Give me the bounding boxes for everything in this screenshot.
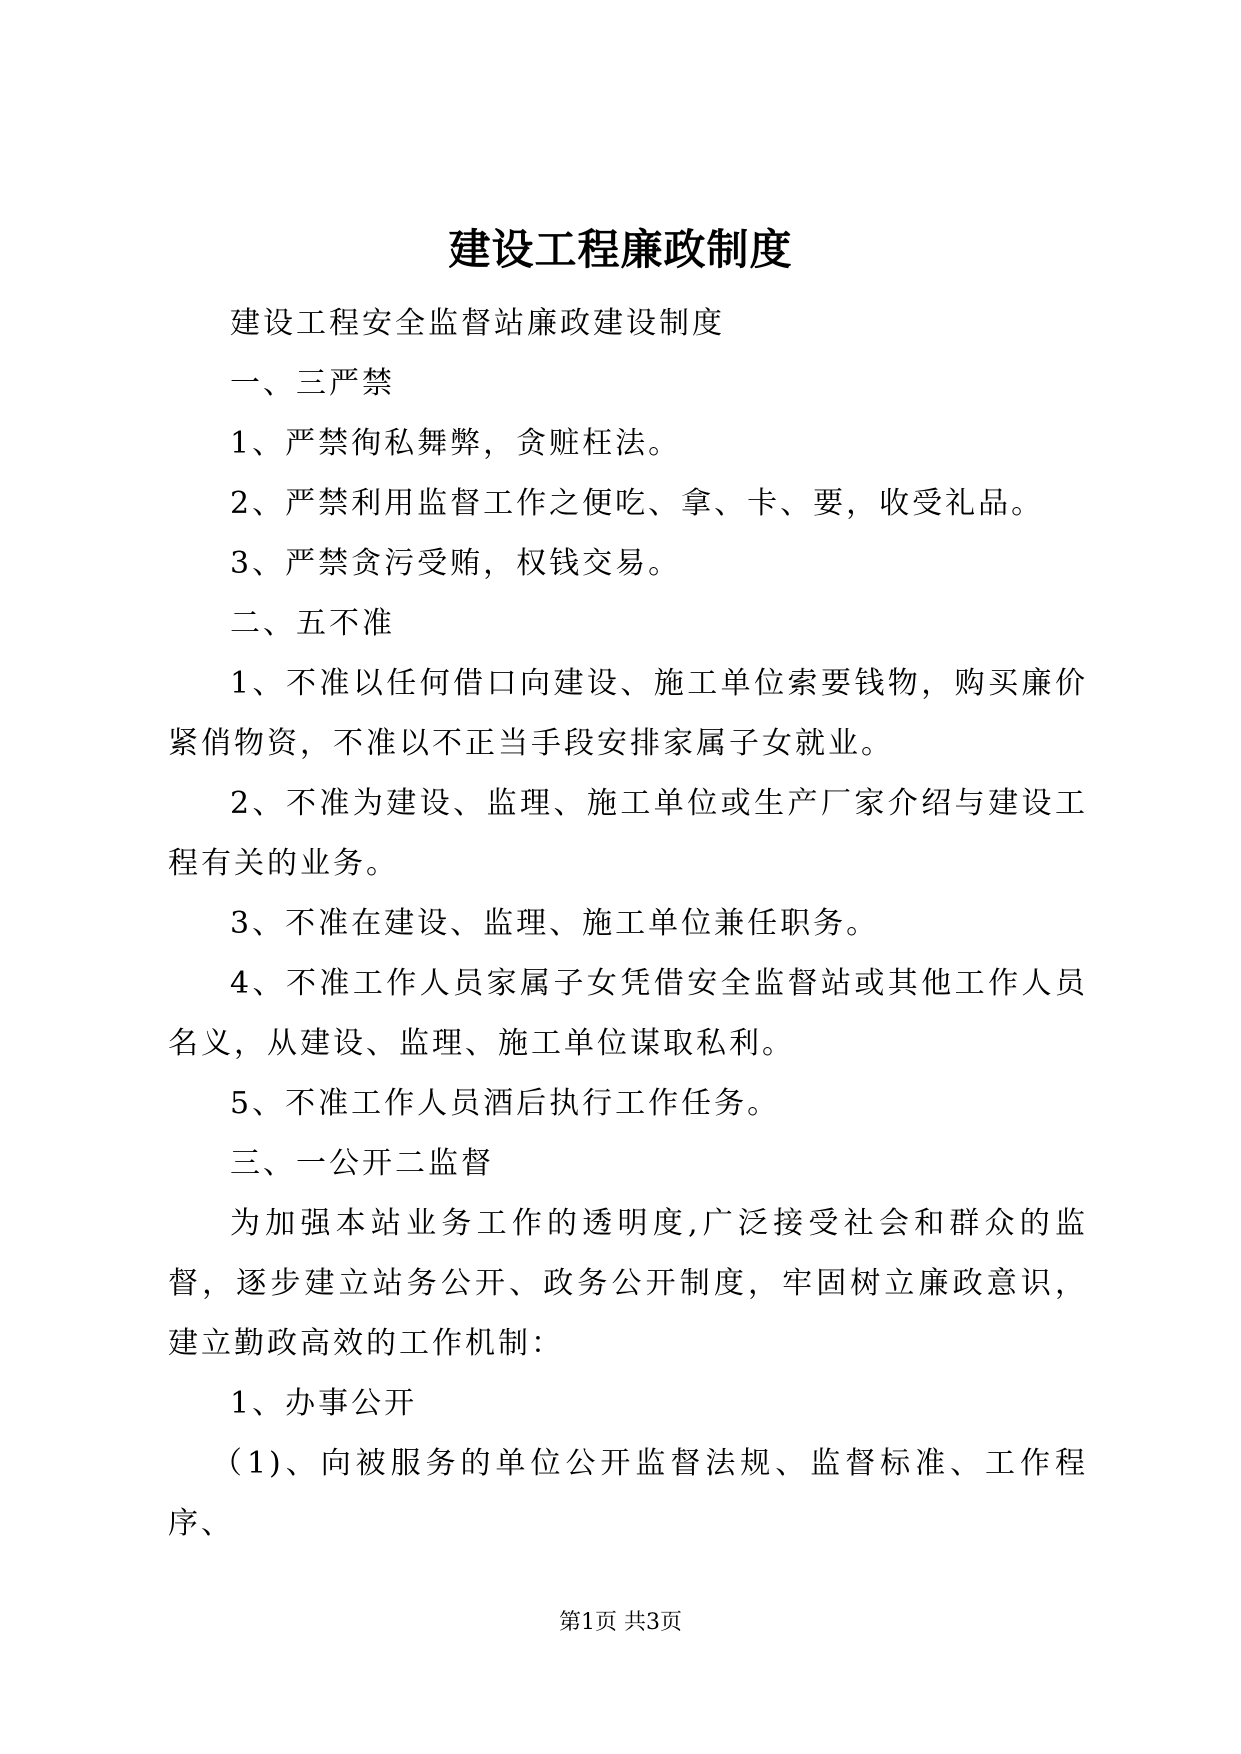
paragraph: 2、不准为建设、监理、施工单位或生产厂家介绍与建设工程有关的业务。 [168, 786, 1088, 881]
paragraph: 1、办事公开 [230, 1386, 418, 1421]
paragraph: 3、不准在建设、监理、施工单位兼任职务。 [230, 906, 880, 941]
paragraph: 1、严禁徇私舞弊，贪赃枉法。 [230, 426, 682, 461]
paragraph: （1)、向被服务的单位公开监督法规、监督标准、工作程序、 [168, 1446, 1088, 1541]
paragraph: 5、不准工作人员酒后执行工作任务。 [230, 1086, 781, 1121]
paragraph: 1、不准以任何借口向建设、施工单位索要钱物，购买廉价紧俏物资，不准以不正当手段安排家属子女就业。 [168, 666, 1088, 761]
paragraph: 为加强本站业务工作的透明度,广泛接受社会和群众的监督，逐步建立站务公开、政务公开制度，牢固树立廉政意识，建立勤政高效的工作机制： [168, 1206, 1088, 1361]
section-heading: 三、一公开二监督 [230, 1146, 494, 1181]
document-title: 建设工程廉政制度 [448, 225, 793, 274]
paragraph: 4、不准工作人员家属子女凭借安全监督站或其他工作人员名义，从建设、监理、施工单位谋取私利。 [168, 966, 1088, 1061]
document-body [168, 294, 1088, 1554]
paragraph: 2、严禁利用监督工作之便吃、拿、卡、要，收受礼品。 [230, 486, 1045, 521]
section-heading: 二、五不准 [230, 606, 395, 641]
page-footer: 第1页 共3页 [559, 1610, 682, 1635]
paragraph: 3、严禁贪污受贿，权钱交易。 [230, 546, 682, 581]
section-heading: 一、三严禁 [230, 366, 395, 401]
paragraph: 建设工程安全监督站廉政建设制度 [230, 306, 725, 341]
